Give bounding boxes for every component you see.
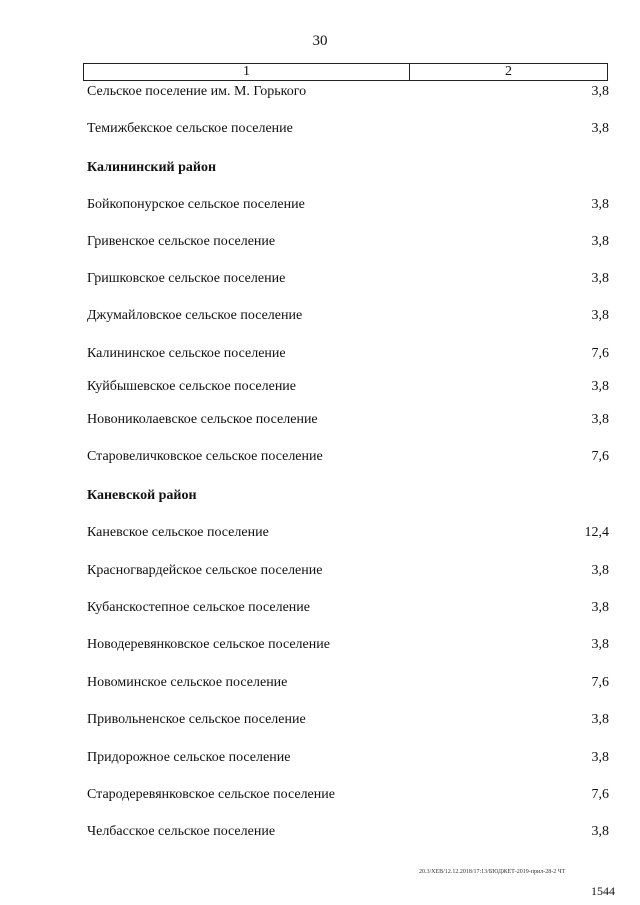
- footer-stamp: 20.3/ХЕВ/12.12.2018/17:13/БЮДЖЕТ-2019-прил-28-2 ЧТ: [419, 869, 566, 875]
- table-row: [87, 346, 609, 362]
- district-heading: Каневской район: [87, 488, 197, 503]
- settlement-name: Гришковское сельское поселение: [87, 271, 286, 286]
- settlement-value: 3,8: [591, 600, 609, 615]
- settlement-value: 3,8: [591, 271, 609, 286]
- table-row: [87, 637, 609, 653]
- settlement-value: 3,8: [591, 824, 609, 839]
- settlement-value: 7,6: [591, 449, 609, 464]
- settlement-name: Сельское поселение им. М. Горького: [87, 84, 307, 99]
- settlement-name: Стародеревянковское сельское поселение: [87, 787, 335, 802]
- table-row: [87, 308, 609, 324]
- sheet-number: 1544: [591, 884, 615, 898]
- settlement-value: 3,8: [591, 750, 609, 765]
- column-header-1: 1: [84, 64, 410, 80]
- settlement-name: Темижбекское сельское поселение: [87, 121, 293, 136]
- table-row: [87, 379, 609, 395]
- table-row: [87, 412, 609, 428]
- settlement-value: 3,8: [591, 121, 609, 136]
- table-row: [87, 449, 609, 465]
- settlement-value: 3,8: [591, 637, 609, 652]
- settlement-name: Новоминское сельское поселение: [87, 675, 288, 690]
- settlement-name: Бойкопонурское сельское поселение: [87, 197, 305, 212]
- settlement-value: 3,8: [591, 379, 609, 394]
- settlement-value: 3,8: [591, 712, 609, 727]
- page-number: 30: [312, 33, 328, 49]
- settlement-name: Красногвардейское сельское поселение: [87, 563, 323, 578]
- settlement-value: 3,8: [591, 197, 609, 212]
- settlement-value: 7,6: [591, 787, 609, 802]
- settlement-name: Гривенское сельское поселение: [87, 234, 276, 249]
- settlement-value: 3,8: [591, 234, 609, 249]
- settlement-value: 12,4: [584, 525, 609, 540]
- settlement-name: Куйбышевское сельское поселение: [87, 379, 297, 394]
- settlement-name: Челбасское сельское поселение: [87, 824, 276, 839]
- settlement-name: Старовеличковское сельское поселение: [87, 449, 323, 464]
- settlement-name: Придорожное сельское поселение: [87, 750, 291, 765]
- table-column-header: [83, 63, 608, 81]
- settlement-name: Джумайловское сельское поселение: [87, 308, 303, 323]
- district-heading: Калининский район: [87, 160, 217, 175]
- settlement-name: Привольненское сельское поселение: [87, 712, 306, 727]
- settlement-value: 3,8: [591, 308, 609, 323]
- settlement-value: 7,6: [591, 346, 609, 361]
- settlement-value: 7,6: [591, 675, 609, 690]
- table-row: [87, 824, 609, 840]
- table-row: [87, 675, 609, 691]
- table-row: [87, 234, 609, 250]
- table-row: [87, 121, 609, 137]
- settlement-value: 3,8: [591, 84, 609, 99]
- table-row: [87, 563, 609, 579]
- settlement-value: 3,8: [591, 563, 609, 578]
- settlement-value: 3,8: [591, 412, 609, 427]
- settlement-name: Новодеревянковское сельское поселение: [87, 637, 330, 652]
- table-row: [87, 84, 609, 100]
- settlement-name: Кубанскостепное сельское поселение: [87, 600, 310, 615]
- table-row: [87, 712, 609, 728]
- table-row: [87, 787, 609, 803]
- settlement-name: Новониколаевское сельское поселение: [87, 412, 318, 427]
- table-row: [87, 271, 609, 287]
- table-row: [87, 750, 609, 766]
- table-row: [87, 600, 609, 616]
- column-header-2: 2: [505, 64, 512, 79]
- table-row: [87, 525, 609, 541]
- table-row: [87, 197, 609, 213]
- settlement-name: Каневское сельское поселение: [87, 525, 269, 540]
- settlement-name: Калининское сельское поселение: [87, 346, 286, 361]
